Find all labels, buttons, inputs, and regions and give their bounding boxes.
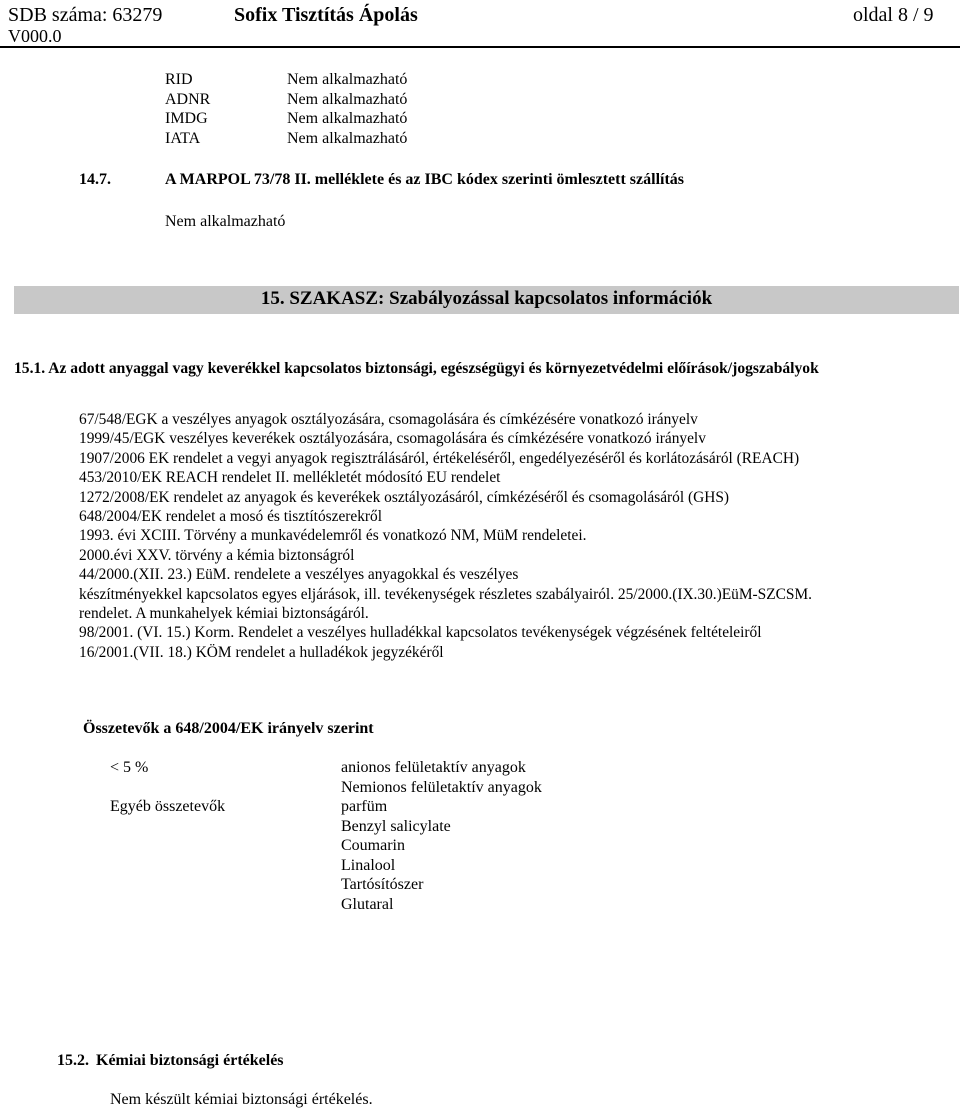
regulation-line: 1272/2008/EK rendelet az anyagok és keverékek osztályozásáról, címkézéséről és csomagolásáról (GHS)	[79, 488, 730, 506]
version-label: V000.0	[8, 26, 62, 46]
regulation-line: 1907/2006 EK rendelet a vegyi anyagok regisztrálásáról, értékeléséről, engedélyezéséről és korlátozásáról (REACH)	[79, 449, 800, 467]
section-15-2-title: Kémiai biztonsági értékelés	[96, 1052, 284, 1069]
ingredient-item: Nemionos felületaktív anyagok	[341, 778, 542, 796]
section-15-bar	[14, 286, 959, 314]
ingredient-item: Tartósítószer	[341, 876, 424, 893]
regulation-line: 2000.évi XXV. törvény a kémia biztonságról	[79, 546, 355, 564]
ingredient-item: parfüm	[341, 798, 388, 815]
page-number: oldal 8 / 9	[853, 4, 934, 26]
section-15-2-number: 15.2.	[57, 1052, 89, 1069]
ingredients-group1-label: < 5 %	[110, 759, 149, 776]
section-15-2-value: Nem készült kémiai biztonsági értékelés.	[110, 1091, 373, 1108]
ingredients-list	[341, 758, 542, 914]
transport-value: Nem alkalmazható	[287, 110, 408, 127]
transport-code: RID	[165, 71, 193, 88]
regulation-line: készítményekkel kapcsolatos egyes eljárások, ill. tevékenységek részletes szabályairól. 25/2000.(IX.30.)EüM-SZCSM.	[79, 585, 812, 603]
section-14-7-title: A MARPOL 73/78 II. melléklete és az IBC kódex szerinti ömlesztett szállítás	[165, 171, 685, 188]
section-15-1-title: 15.1. Az adott anyaggal vagy keverékkel kapcsolatos biztonsági, egészségügyi és környezetvédelmi előírások/jogszabályok	[14, 360, 819, 377]
regulation-line: 67/548/EGK a veszélyes anyagok osztályozására, csomagolására és címkézésére vonatkozó irányelv	[79, 411, 698, 428]
regulation-line: 1993. évi XCIII. Törvény a munkavédelemről és vonatkozó NM, MüM rendeletei.	[79, 527, 587, 545]
transport-codes	[165, 70, 210, 148]
transport-value: Nem alkalmazható	[287, 129, 408, 147]
header-divider	[0, 46, 960, 48]
transport-code: IMDG	[165, 110, 208, 127]
sdb-number: SDB száma: 63279	[8, 4, 163, 26]
ingredient-item: anionos felületaktív anyagok	[341, 759, 526, 776]
transport-code: IATA	[165, 129, 201, 147]
regulations-list	[79, 410, 812, 662]
section-14-7-number: 14.7.	[79, 171, 111, 188]
transport-values	[287, 70, 407, 148]
ingredient-item: Coumarin	[341, 837, 405, 854]
regulation-line: 1999/45/EGK veszélyes keverékek osztályozására, csomagolására és címkézésére vonatkozó irányelv	[79, 430, 706, 448]
section-14-7-value: Nem alkalmazható	[165, 213, 286, 230]
regulation-line: 44/2000.(XII. 23.) EüM. rendelete a veszélyes anyagokkal és veszélyes	[79, 566, 519, 584]
regulation-line: 16/2001.(VII. 18.) KÖM rendelet a hulladékok jegyzékéről	[79, 643, 444, 661]
document-title: Sofix Tisztítás Ápolás	[234, 4, 418, 26]
regulation-line: 648/2004/EK rendelet a mosó és tisztítószerekről	[79, 508, 383, 526]
regulation-line: 98/2001. (VI. 15.) Korm. Rendelet a veszélyes hulladékkal kapcsolatos tevékenységek végzésének feltételeiről	[79, 624, 762, 642]
transport-value: Nem alkalmazható	[287, 90, 408, 108]
transport-code: ADNR	[165, 90, 211, 108]
ingredient-item: Glutaral	[341, 895, 394, 913]
ingredients-title: Összetevők a 648/2004/EK irányelv szerint	[83, 720, 374, 737]
ingredients-group2-label: Egyéb összetevők	[110, 798, 226, 815]
regulation-line: rendelet. A munkahelyek kémiai biztonságáról.	[79, 605, 369, 623]
regulation-line: 453/2010/EK REACH rendelet II. mellékletét módosító EU rendelet	[79, 469, 501, 487]
ingredient-item: Benzyl salicylate	[341, 817, 451, 835]
section-15-title: 15. SZAKASZ: Szabályozással kapcsolatos információk	[260, 288, 713, 309]
ingredient-item: Linalool	[341, 856, 396, 874]
transport-value: Nem alkalmazható	[287, 71, 408, 88]
